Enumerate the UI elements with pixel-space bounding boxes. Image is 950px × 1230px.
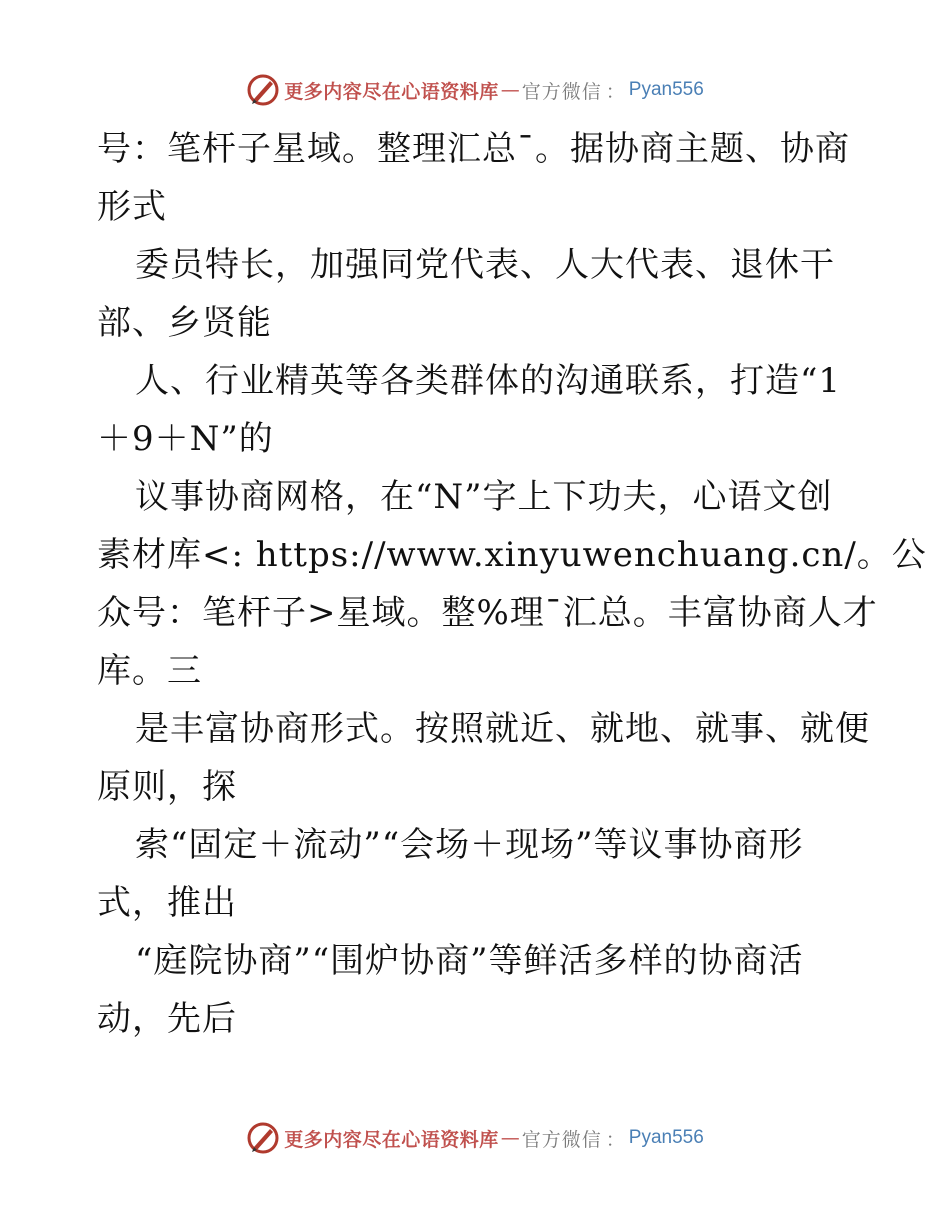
pen-logo-icon — [246, 1121, 280, 1155]
header-site-text: 更多内容尽在心语资料库 — [284, 80, 499, 103]
footer-site-text: 更多内容尽在心语资料库 — [284, 1128, 499, 1151]
text-line-1: 号：笔杆子星域。整理汇总¯。据协商主题、协商 — [97, 129, 850, 169]
header-dash: — — [500, 79, 520, 101]
footer-wechat-label: 官方微信 — [521, 1128, 602, 1151]
text-line-10: 库。三 — [97, 651, 202, 691]
text-line-12: 原则，探 — [97, 767, 237, 807]
text-line-7: 议事协商网格，在“N”字上下功夫，心语文创 — [135, 477, 833, 517]
footer-wechat-id: Pyan556 — [628, 1127, 704, 1148]
header-wechat-id: Pyan556 — [628, 79, 704, 100]
text-line-8: 素材库<: https://www.xinyuwenchuang.cn/。公 — [97, 535, 927, 575]
header-banner — [0, 70, 950, 110]
text-line-5: 人、行业精英等各类群体的沟通联系，打造“1 — [135, 361, 842, 401]
text-line-9: 众号：笔杆子>星域。整%理¯汇总。丰富协商人才 — [97, 593, 878, 633]
footer-separator: ： — [605, 1128, 625, 1151]
header-wechat-label: 官方微信 — [521, 80, 602, 103]
text-line-3: 委员特长，加强同党代表、人大代表、退休干 — [135, 245, 835, 285]
text-line-6: ＋9＋N”的 — [97, 419, 274, 459]
header-separator: ： — [605, 80, 625, 103]
text-line-4: 部、乡贤能 — [97, 303, 272, 343]
text-line-13: 索“固定＋流动”“会场＋现场”等议事协商形 — [135, 825, 804, 865]
document-body — [97, 120, 927, 1048]
text-line-15: “庭院协商”“围炉协商”等鲜活多样的协商活 — [135, 941, 804, 981]
text-line-14: 式，推出 — [97, 883, 237, 923]
footer-dash: — — [500, 1127, 520, 1149]
footer-banner — [0, 1118, 950, 1158]
text-line-2: 形式 — [97, 187, 167, 227]
text-line-11: 是丰富协商形式。按照就近、就地、就事、就便 — [135, 709, 870, 749]
pen-logo-icon — [246, 73, 280, 107]
text-line-16: 动，先后 — [97, 999, 237, 1039]
